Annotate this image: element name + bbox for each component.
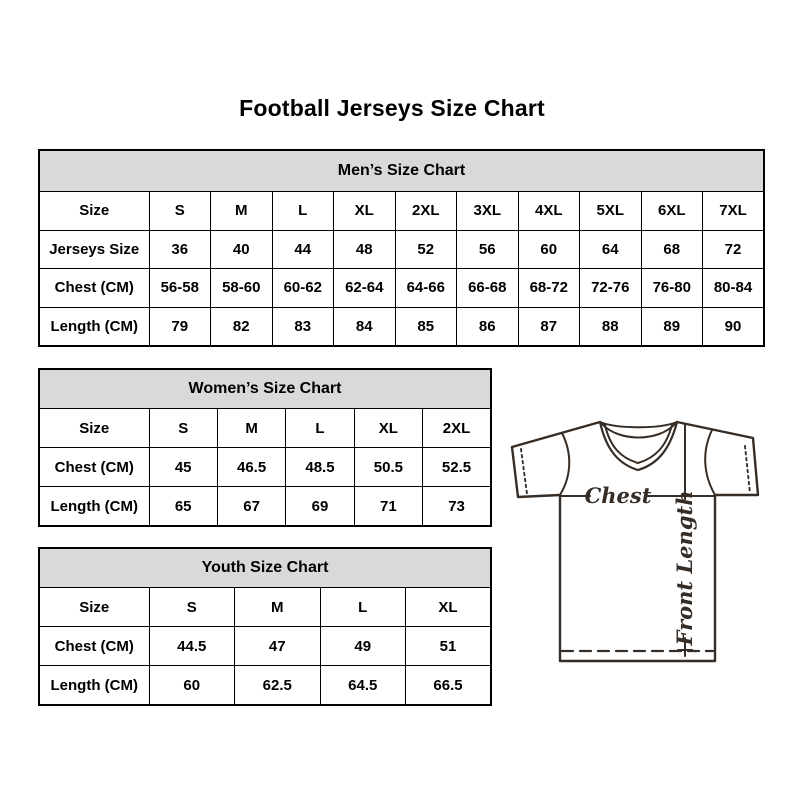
jersey-diagram-svg [495, 398, 785, 688]
mens-size-chart-cell: M [211, 192, 273, 231]
front-length-label: Front Length [672, 490, 697, 646]
womens-size-chart-cell: 73 [423, 487, 491, 527]
womens-size-chart-cell: M [217, 409, 285, 448]
womens-size-chart-cell: 67 [217, 487, 285, 527]
youth-size-chart-cell: 60 [149, 666, 235, 706]
womens-size-chart-cell: 45 [149, 448, 217, 487]
youth-size-chart-row-2 [39, 666, 491, 706]
womens-size-chart-row-1 [39, 448, 491, 487]
mens-size-chart-cell: 68 [641, 230, 703, 269]
womens-size-chart-table [38, 368, 492, 527]
womens-size-chart-cell: 65 [149, 487, 217, 527]
jersey-right-cuff-dotted-line [745, 446, 750, 493]
mens-size-chart-row-1 [39, 230, 764, 269]
mens-size-chart-cell: 72 [703, 230, 765, 269]
youth-size-chart-cell: 64.5 [320, 666, 406, 706]
jersey-measurement-diagram [495, 398, 785, 688]
mens-size-chart-cell: 62-64 [334, 269, 396, 308]
mens-size-chart-cell: 66-68 [457, 269, 519, 308]
womens-size-chart-cell: 2XL [423, 409, 491, 448]
mens-size-chart-row-label: Size [39, 192, 149, 231]
womens-size-chart-row-2 [39, 487, 491, 527]
jersey-right-armhole-seam [705, 430, 715, 495]
mens-size-chart-cell: 7XL [703, 192, 765, 231]
mens-size-chart-cell: 40 [211, 230, 273, 269]
youth-size-chart-cell: 62.5 [235, 666, 321, 706]
mens-size-chart-cell: 56 [457, 230, 519, 269]
womens-size-chart-cell: 50.5 [354, 448, 422, 487]
mens-size-chart-cell: 64 [580, 230, 642, 269]
mens-size-chart-cell: 4XL [518, 192, 580, 231]
mens-size-chart-cell: 60 [518, 230, 580, 269]
mens-size-chart-cell: 6XL [641, 192, 703, 231]
mens-size-chart-cell: 86 [457, 307, 519, 346]
mens-size-chart-row-label: Jerseys Size [39, 230, 149, 269]
youth-size-chart-row-0 [39, 588, 491, 627]
youth-size-chart-row-1 [39, 627, 491, 666]
mens-size-chart-table [38, 149, 765, 347]
youth-size-chart-row-label: Size [39, 588, 149, 627]
chest-label: Chest [584, 483, 652, 508]
mens-size-chart-row-label: Chest (CM) [39, 269, 149, 308]
youth-size-chart-row-label: Length (CM) [39, 666, 149, 706]
mens-size-chart-cell: 82 [211, 307, 273, 346]
mens-size-chart-cell: 72-76 [580, 269, 642, 308]
youth-size-chart-cell: 66.5 [406, 666, 492, 706]
mens-size-chart-cell: 87 [518, 307, 580, 346]
youth-size-chart-table [38, 547, 492, 706]
womens-size-chart-row-0 [39, 409, 491, 448]
mens-size-chart-cell: S [149, 192, 211, 231]
womens-size-chart-cell: 52.5 [423, 448, 491, 487]
mens-size-chart-cell: 79 [149, 307, 211, 346]
jersey-outline [512, 422, 758, 661]
mens-size-chart-cell: 85 [395, 307, 457, 346]
mens-size-chart-cell: 5XL [580, 192, 642, 231]
mens-size-chart-cell: 83 [272, 307, 334, 346]
mens-size-chart-cell: 68-72 [518, 269, 580, 308]
youth-size-chart-row-label: Chest (CM) [39, 627, 149, 666]
mens-size-chart-cell: 44 [272, 230, 334, 269]
mens-size-chart-cell: 80-84 [703, 269, 765, 308]
mens-size-chart-cell: 3XL [457, 192, 519, 231]
womens-size-chart-cell: 69 [286, 487, 354, 527]
womens-size-chart-cell: L [286, 409, 354, 448]
mens-size-chart-cell: 56-58 [149, 269, 211, 308]
womens-size-chart-row-label: Size [39, 409, 149, 448]
mens-size-chart-cell: 60-62 [272, 269, 334, 308]
mens-size-chart-cell: 90 [703, 307, 765, 346]
mens-size-chart-cell: L [272, 192, 334, 231]
mens-size-chart-row-0 [39, 192, 764, 231]
youth-size-chart-cell: 49 [320, 627, 406, 666]
jersey-left-armhole-seam [560, 433, 569, 495]
youth-size-chart-cell: M [235, 588, 321, 627]
jersey-collar-back-line [600, 422, 677, 427]
mens-size-chart-row-label: Length (CM) [39, 307, 149, 346]
womens-size-chart-title: Women’s Size Chart [39, 369, 491, 409]
mens-size-chart-cell: XL [334, 192, 396, 231]
womens-size-chart-cell: 71 [354, 487, 422, 527]
youth-size-chart-cell: 51 [406, 627, 492, 666]
youth-size-chart-cell: 47 [235, 627, 321, 666]
mens-size-chart-cell: 89 [641, 307, 703, 346]
mens-size-chart-title: Men’s Size Chart [39, 150, 764, 192]
mens-size-chart-cell: 52 [395, 230, 457, 269]
youth-size-chart-cell: 44.5 [149, 627, 235, 666]
mens-size-chart-cell: 84 [334, 307, 396, 346]
womens-size-chart-row-label: Chest (CM) [39, 448, 149, 487]
mens-size-chart-row-3 [39, 307, 764, 346]
youth-size-chart-cell: S [149, 588, 235, 627]
mens-size-chart-cell: 88 [580, 307, 642, 346]
womens-size-chart-cell: 46.5 [217, 448, 285, 487]
mens-size-chart-cell: 48 [334, 230, 396, 269]
mens-size-chart-cell: 36 [149, 230, 211, 269]
jersey-vneck-inner [605, 425, 672, 463]
youth-size-chart-cell: XL [406, 588, 492, 627]
womens-size-chart-cell: S [149, 409, 217, 448]
mens-size-chart-cell: 64-66 [395, 269, 457, 308]
youth-size-chart-title: Youth Size Chart [39, 548, 491, 588]
youth-size-chart-cell: L [320, 588, 406, 627]
page-title: Football Jerseys Size Chart [239, 95, 545, 121]
mens-size-chart-cell: 2XL [395, 192, 457, 231]
jersey-left-cuff-dotted-line [521, 449, 527, 494]
womens-size-chart-cell: 48.5 [286, 448, 354, 487]
womens-size-chart-cell: XL [354, 409, 422, 448]
mens-size-chart-cell: 76-80 [641, 269, 703, 308]
mens-size-chart-row-2 [39, 269, 764, 308]
mens-size-chart-cell: 58-60 [211, 269, 273, 308]
womens-size-chart-row-label: Length (CM) [39, 487, 149, 527]
